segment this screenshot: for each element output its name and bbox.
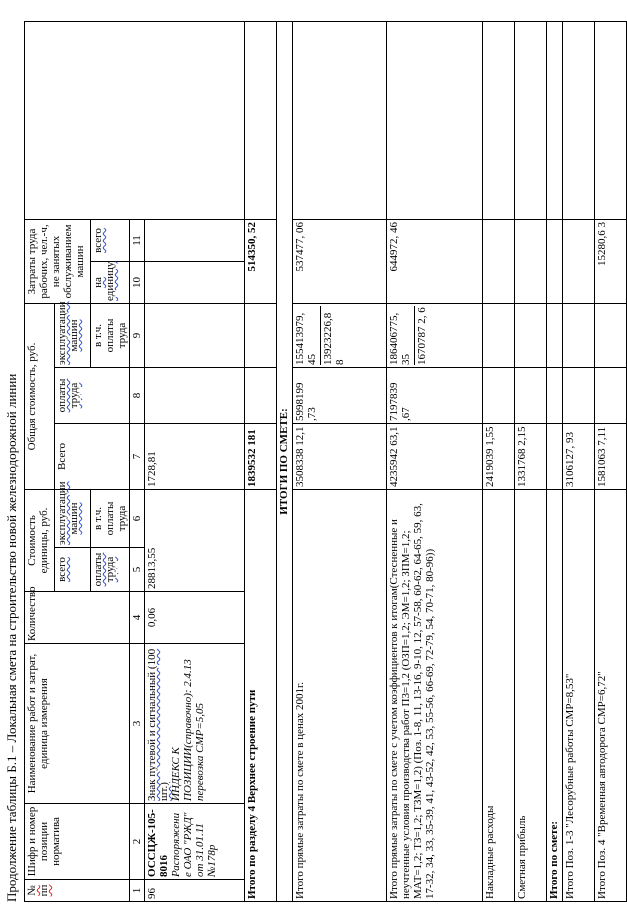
totals-row-label: Накладные расходы — [483, 489, 515, 901]
header-total-cost: Общая стоимость, руб. — [25, 303, 55, 489]
header-blank — [25, 21, 245, 219]
col-number: 3 — [130, 644, 145, 804]
col-number: 7 — [130, 423, 145, 489]
header-code: Шифр и номер позиции норматива — [25, 804, 130, 880]
section-total-value: 1839532 181 — [245, 423, 277, 489]
totals-row-total: 1331768 2,15 — [515, 423, 547, 489]
col-number: 6 — [130, 489, 145, 547]
header-labor: Затраты труда рабочих, чел.-ч, не занятых обслуживанием машин — [25, 219, 91, 303]
totals-row-labor: 644972, 46 — [387, 219, 483, 303]
row-code-note: Распоряжени е ОАО "РЖД" от 31.01.11 №178р — [170, 812, 218, 877]
totals-row-label: Итого Поз. 4 "Временная автодорога СМР=6,72" — [595, 489, 627, 901]
totals-row-machine: 186406775, 35 1670787 2, 6 — [387, 303, 483, 367]
totals-row — [293, 21, 387, 901]
row-name-main: Знак путевой и сигнальный (100 шт.) — [146, 648, 170, 801]
totals-row-labor: 537477, 06 — [293, 219, 387, 303]
row-total-all: 1728,81 — [145, 423, 245, 489]
header-unit-machine-wage: в т.ч. оплаты труда — [91, 489, 130, 547]
row-qty: 0,06 — [145, 592, 245, 644]
col-number: 11 — [130, 219, 145, 261]
totals-row-label: Итого по смете: — [547, 489, 563, 901]
totals-row — [563, 21, 595, 901]
col-number: 9 — [130, 303, 145, 367]
col-number: 5 — [130, 548, 145, 592]
header-num: № пп — [25, 880, 130, 902]
header-labor-unit: на единицу — [91, 261, 130, 303]
header-total-machine-wage: в т.ч. оплаты труда — [91, 303, 130, 367]
totals-row-label: Итого Поз. 1-3 "Лесорубные работы СМР=8,53" — [563, 489, 595, 901]
header-unit-cost: Стоимость единицы, руб. — [25, 489, 55, 591]
header-total-machine: эксплуатации машин — [55, 303, 91, 367]
totals-row-total: 4235942 63,1 — [387, 423, 483, 489]
totals-row-total: 2419039 1,55 — [483, 423, 515, 489]
header-qty: Количество — [25, 592, 130, 644]
totals-row-total: 1581063 7,11 — [595, 423, 627, 489]
totals-row-label: Сметная прибыль — [515, 489, 547, 901]
row-name-note: ИНДЕКС К ПОЗИЦИИ(справочно): 2.4.13 перевозка СМР=5,05 — [170, 659, 206, 801]
totals-row — [483, 21, 515, 901]
col-number: 1 — [130, 880, 145, 902]
col-number: 10 — [130, 261, 145, 303]
totals-row-label: Итого прямые затраты по смете с учетом коэффициентов к итогам(Стесненные и неучтенные условия производства работ П3=1,2 (ОЗП=1,2; ЭМ=1,2; ЗПМ=1,2; МАТ=1,2; ТЗ=1,2; ТЗМ=1,2) (Поз. 1-8, 11, 13-16, 9-10, 12, 57-58, 60-62, 64-65, 59, 63, 17-32, 34, 33, 35-39, 41, 43-52, 42, 53, 55-56, 66-69, 72-79, 54, 70-71, 80-96)) — [387, 489, 483, 901]
header-unit-machine: эксплуатации машин — [55, 489, 91, 547]
row-unit-total: 28813,55 — [145, 489, 245, 591]
row-code-main: ОССЦЖ-105-8016 — [146, 809, 170, 877]
col-number: 8 — [130, 367, 145, 423]
row-name — [145, 644, 245, 804]
header-unit-wage: оплаты труда — [91, 548, 130, 592]
section-total-row — [245, 21, 277, 901]
totals-row — [387, 21, 483, 901]
totals-row-labor: 15280,6 3 — [595, 219, 627, 303]
row-num: 96 — [145, 880, 245, 902]
header-name: Наименование работ и затрат, единица измерения — [25, 644, 130, 804]
totals-title: ИТОГИ ПО СМЕТЕ: — [277, 21, 293, 901]
totals-row — [515, 21, 547, 901]
totals-row-total: 3106127, 93 — [563, 423, 595, 489]
totals-row-machine: 155413979, 45 13923226,8 8 — [293, 303, 387, 367]
header-total-wage: оплаты труда — [55, 367, 130, 423]
totals-row-label: Итого прямые затраты по смете в ценах 2001г. — [293, 489, 387, 901]
totals-row — [547, 21, 563, 901]
table-caption: Продолжение таблицы Б.1 – Локальная смета на строительство новой железнодорожной линии — [4, 373, 19, 902]
section-total-label: Итого по разделу 4 Верхнее строение пути — [245, 489, 277, 901]
totals-row — [595, 21, 627, 901]
header-unit-total: всего — [55, 548, 91, 592]
estimate-table — [24, 21, 627, 902]
header-row-1 — [25, 21, 55, 901]
col-number: 4 — [130, 592, 145, 644]
section-total-labor: 514350, 52 — [245, 219, 277, 303]
row-code — [145, 804, 245, 880]
totals-row-total: 3508338 12,1 — [293, 423, 387, 489]
col-number: 2 — [130, 804, 145, 880]
header-total-all: Всего — [55, 423, 130, 489]
header-labor-all: всего — [91, 219, 130, 261]
totals-row-wage: 5998199 ,73 — [293, 367, 387, 423]
totals-row-wage: 7197839 ,67 — [387, 367, 483, 423]
totals-title-row — [277, 21, 293, 901]
